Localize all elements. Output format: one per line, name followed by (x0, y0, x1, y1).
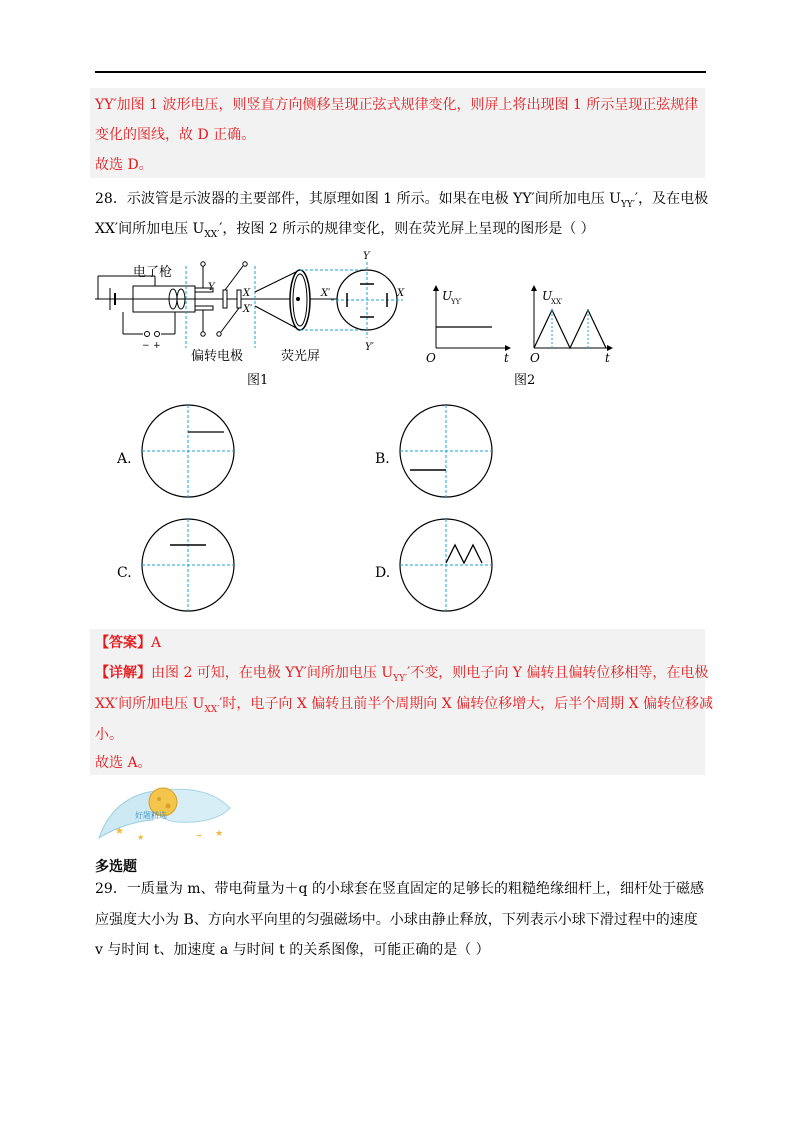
detail-line-2: XX′间所加电压 $U_{XX'}'$时，电子向 X 偏转且前半个周期向 X 偏转位移增大，后半个周期 X 偏转位移减 (95, 696, 714, 715)
svg-text:图1: 图1 (247, 373, 269, 388)
svg-text:X: X (243, 288, 251, 299)
svg-text:★: ★ (215, 829, 224, 839)
svg-text:t: t (504, 351, 509, 365)
svg-text:电了枪: 电了枪 (133, 265, 173, 280)
option-d-screen[interactable] (398, 517, 494, 613)
svg-text:━: ━ (197, 832, 202, 840)
svg-text:t: t (605, 351, 610, 365)
svg-text:★: ★ (115, 826, 124, 837)
svg-text:YY′: YY′ (451, 298, 462, 306)
prev-solution-line-3: 故选 D。 (95, 157, 153, 173)
svg-text:好题精选: 好题精选 (135, 811, 167, 820)
svg-text:O: O (530, 351, 540, 365)
option-a-screen[interactable] (140, 403, 236, 499)
svg-text:偏转电极: 偏转电极 (191, 349, 244, 364)
svg-text:XX′: XX′ (551, 298, 563, 306)
svg-text:Y: Y (363, 251, 370, 262)
detail-line-1: 【详解】由图 2 可知，在电极 YY′间所加电压 $U_{YY'}'$不变，则电子向 Y 偏转且偏转位移相等，在电极 (95, 665, 709, 684)
q29-line-3: v 与时间 t、加速度 a 与时间 t 的关系图像，可能正确的是（ ） (95, 942, 490, 958)
svg-text:荧光屏: 荧光屏 (281, 349, 321, 364)
detail-line-4: 故选 A。 (95, 755, 152, 771)
figure-2-voltage-graphs (422, 278, 622, 388)
svg-text:−: − (142, 341, 150, 351)
prev-solution-line-1: YY′加图 1 波形电压，则竖直方向侧移呈现正弦式规律变化，则屏上将出现图 1 所示呈现正弦规律 (95, 97, 699, 113)
option-b-label: B. (375, 451, 390, 467)
svg-text:X: X (397, 288, 405, 299)
prev-solution-line-2: 变化的图线，故 D 正确。 (95, 127, 256, 143)
option-b-screen[interactable] (398, 403, 494, 499)
q29-line-1: 29．一质量为 m、带电荷量为＋q 的小球套在竖直固定的足够长的粗糙绝缘细杆上，细杆处于磁感 (95, 881, 704, 897)
header-rule (95, 71, 706, 73)
option-a-label: A. (117, 451, 132, 467)
svg-text:X′: X′ (243, 304, 253, 315)
option-d-label: D. (375, 565, 391, 581)
option-c-screen[interactable] (140, 517, 236, 613)
svg-text:+: + (153, 341, 161, 351)
decorative-comet-image (95, 780, 245, 842)
option-c-label: C. (117, 565, 132, 581)
svg-text:图2: 图2 (514, 373, 536, 388)
q29-line-2: 应强度大小为 B、方向水平向里的匀强磁场中。小球由静止释放，下列表示小球下滑过程中的速度 (95, 912, 698, 928)
svg-text:U: U (442, 289, 453, 303)
detail-line-3: 小。 (95, 727, 123, 743)
svg-text:U: U (542, 289, 553, 303)
section-heading: 多选题 (95, 859, 137, 875)
svg-text:O: O (426, 351, 436, 365)
svg-text:★: ★ (137, 833, 145, 842)
svg-text:Y′: Y′ (365, 342, 374, 353)
svg-text:Y: Y (208, 282, 215, 293)
svg-text:X′: X′ (321, 288, 331, 299)
q28-line-2: XX′间所加电压 $U_{XX'}'$，按图 2 所示的规律变化，则在荧光屏上呈现的图形是（ ） (95, 221, 595, 240)
q28-line-1: 28．示波管是示波器的主要部件，其原理如图 1 所示。如果在电极 YY′间所加电压 $U_{YY'}'$，及在电极 (95, 191, 709, 210)
figure-1-oscilloscope-tube (95, 248, 415, 388)
answer-line: 【答案】A (95, 635, 162, 651)
